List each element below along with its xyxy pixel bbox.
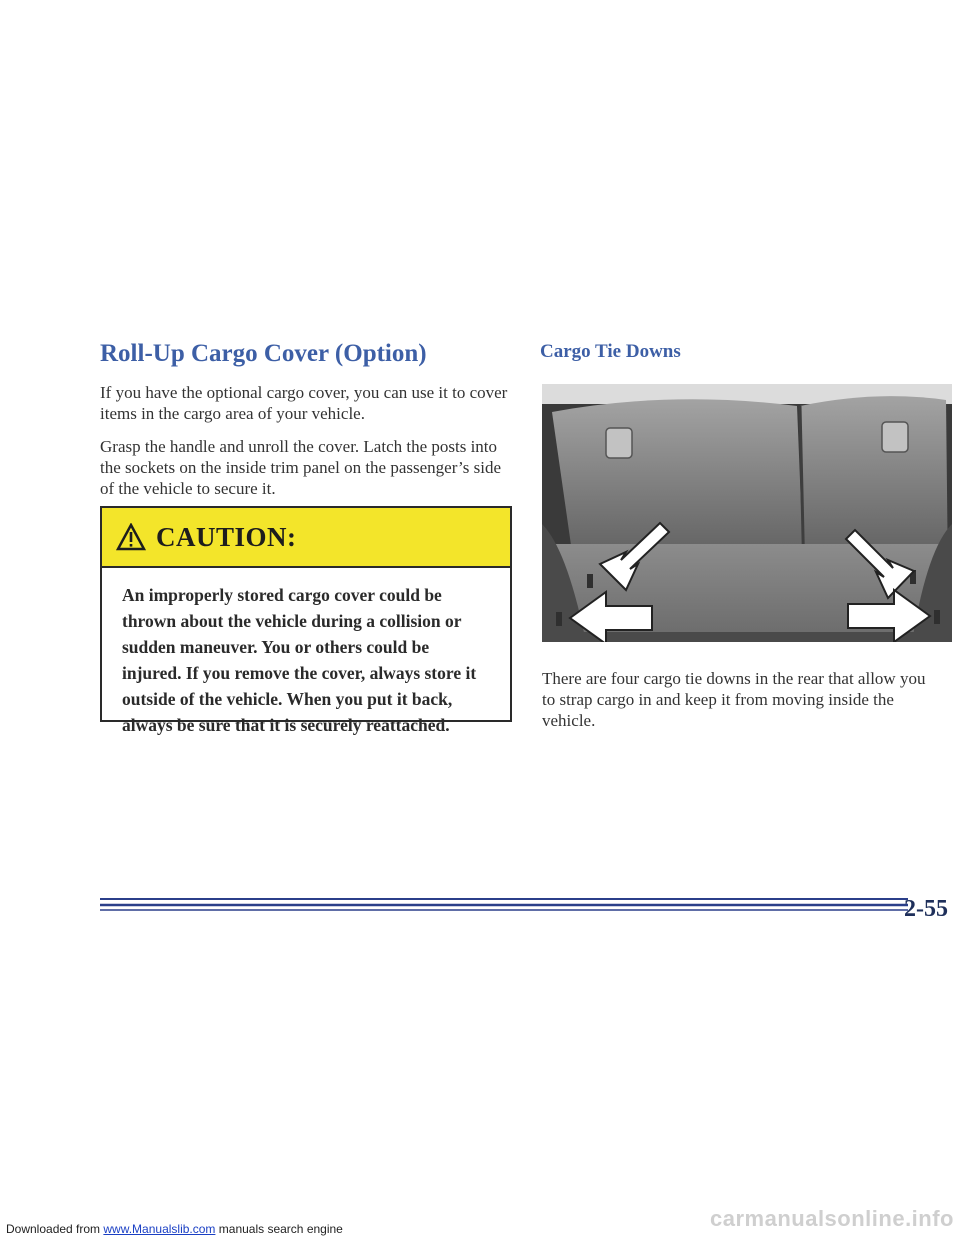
footer-suffix: manuals search engine (215, 1222, 343, 1236)
subsection-title: Cargo Tie Downs (540, 341, 681, 362)
footer-prefix: Downloaded from (6, 1222, 104, 1236)
caution-box (100, 506, 512, 735)
instructions-paragraph: Grasp the handle and unroll the cover. Latch the posts into the sockets on the inside trim panel on the passenger’s side of the vehicle to secure it. (100, 437, 501, 498)
manualslib-link[interactable]: www.Manualslib.com (103, 1222, 216, 1236)
roll-up-cargo-cover-section (100, 338, 512, 735)
cargo-tie-downs-section (540, 338, 952, 730)
section-title: Roll-Up Cargo Cover (Option) (100, 340, 427, 367)
warning-triangle-icon (116, 523, 146, 551)
watermark: carmanualsonline.info (710, 1206, 954, 1231)
caution-header (102, 508, 510, 568)
intro-paragraph: If you have the optional cargo cover, you can use it to cover items in the cargo area of your vehicle. (100, 383, 508, 423)
caution-text: An improperly stored cargo cover could be thrown about the vehicle during a collision or sudden maneuver. You or others could be injured. If you remove the cover, always store it outside of the vehicle. When you put it back, always be sure that it is securely reattached. (122, 585, 477, 735)
cargo-area-photo (542, 384, 952, 642)
tie-downs-paragraph: There are four cargo tie downs in the rear that allow you to strap cargo in and keep it from moving inside the vehicle. (542, 669, 926, 730)
download-footer (6, 1222, 343, 1236)
page-number: 2-55 (904, 896, 948, 922)
footer-rule (100, 893, 908, 923)
caution-label: CAUTION: (156, 521, 297, 552)
